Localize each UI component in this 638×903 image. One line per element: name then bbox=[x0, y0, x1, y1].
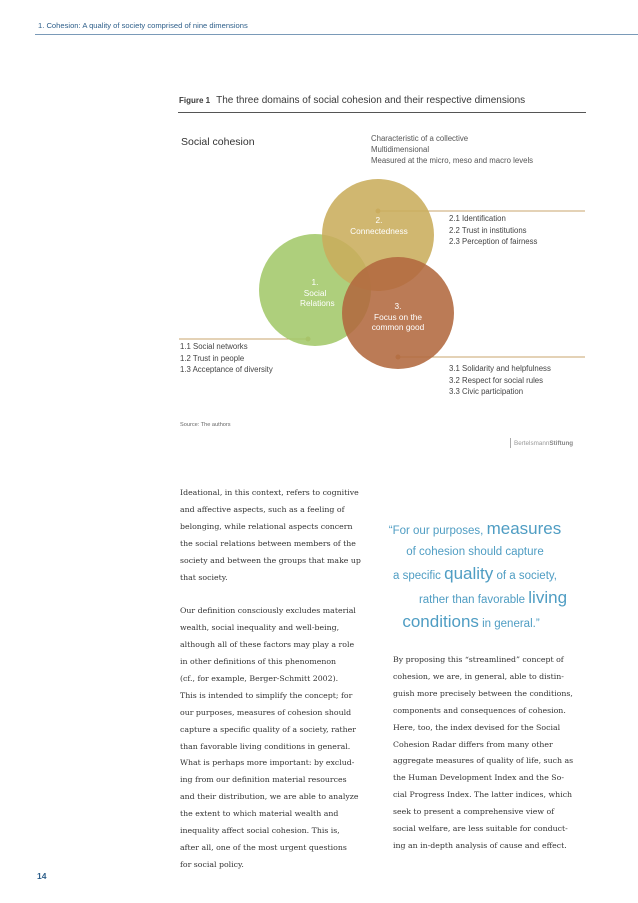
text-line: By proposing this “streamlined” concept of bbox=[393, 655, 564, 664]
characteristic-item: Characteristic of a collective bbox=[371, 134, 469, 143]
text-line: although all of these factors may play a role bbox=[180, 640, 355, 650]
quote-emphasis: measures bbox=[486, 519, 562, 538]
quote-text: of cohesion should capture bbox=[406, 546, 544, 558]
label-line: 1. bbox=[311, 277, 319, 287]
text-line: Here, too, the index devised for the Social bbox=[393, 722, 561, 732]
text-line: cohesion, we are, in general, able to distin- bbox=[393, 671, 564, 681]
label-social-relations bbox=[300, 277, 335, 309]
dimension-item: 2.2 Trust in institutions bbox=[449, 225, 527, 235]
social-cohesion-heading: Social cohesion bbox=[181, 136, 255, 148]
quote-text: in general.” bbox=[482, 618, 540, 630]
text-line: than favorable living conditions in general. bbox=[180, 741, 351, 751]
quote-emphasis: conditions bbox=[402, 612, 479, 631]
quote-emphasis: quality bbox=[444, 564, 494, 583]
figure-caption: The three domains of social cohesion and their respective dimensions bbox=[216, 95, 526, 106]
dimensions-connectedness bbox=[449, 213, 537, 248]
text-line: capture a specific quality of a society, rather bbox=[180, 724, 356, 734]
text-line: in other definitions of this phenomenon bbox=[180, 657, 337, 667]
text-line: Cohesion Radar differs from many other bbox=[393, 739, 553, 749]
label-line: 2. bbox=[375, 215, 383, 225]
figure-label: Figure 1 bbox=[179, 96, 211, 105]
running-header: 1. Cohesion: A quality of society comprised of nine dimensions bbox=[38, 21, 248, 30]
text-line: wealth, social inequality and well-being, bbox=[180, 623, 340, 633]
label-line: 3. bbox=[394, 301, 402, 311]
label-line: Relations bbox=[300, 298, 335, 308]
characteristic-item: Multidimensional bbox=[371, 145, 430, 154]
text-line: society and between the groups that make up bbox=[180, 555, 361, 565]
quote-text: a specific bbox=[393, 570, 441, 582]
text-line: Our definition consciously excludes material bbox=[180, 606, 356, 616]
text-line: and their distribution, we are able to analyze bbox=[180, 792, 359, 802]
text-line: aggregate measures of quality of life, such as bbox=[393, 756, 574, 766]
brand-divider bbox=[510, 438, 511, 448]
text-line: belonging, while relational aspects concern bbox=[180, 521, 353, 531]
quote-line bbox=[355, 587, 595, 611]
label-line: Focus on the bbox=[374, 311, 422, 322]
text-line: and affective aspects, such as a feeling of bbox=[180, 504, 345, 514]
brand-bold: Stiftung bbox=[549, 440, 574, 447]
text-line bbox=[180, 586, 361, 603]
quote-text: “For our purposes, bbox=[388, 525, 484, 537]
label-connectedness bbox=[343, 215, 415, 236]
text-line: the social relations between members of the bbox=[180, 538, 356, 548]
quote-line bbox=[355, 563, 595, 587]
quote-text: rather than favorable bbox=[418, 594, 526, 606]
dimensions-social-relations bbox=[180, 341, 273, 376]
dimension-item: 3.1 Solidarity and helpfulness bbox=[449, 364, 551, 373]
text-line: Ideational, in this context, refers to cognitive bbox=[180, 488, 359, 497]
text-line: inequality affect social cohesion. This is, bbox=[180, 826, 340, 836]
dimension-item: 3.3 Civic participation bbox=[449, 387, 524, 397]
text-line: social welfare, are less suitable for conduct- bbox=[393, 824, 568, 834]
text-line: guish more precisely between the conditions, bbox=[393, 688, 573, 698]
body-right-column bbox=[393, 652, 573, 855]
text-line: after all, one of the most urgent questions bbox=[180, 843, 347, 853]
text-line: What is perhaps more important: by exclud- bbox=[180, 758, 355, 768]
quote-line bbox=[355, 611, 595, 635]
quote-text: of a society, bbox=[496, 570, 557, 582]
label-line: common good bbox=[371, 322, 425, 332]
label-line: Connectedness bbox=[350, 225, 408, 236]
body-left-column bbox=[180, 485, 361, 874]
dimension-item: 1.1 Social networks bbox=[180, 342, 248, 351]
page-number: 14 bbox=[37, 871, 47, 881]
text-line: the Human Development Index and the So- bbox=[393, 773, 564, 783]
text-line: for social policy. bbox=[180, 859, 244, 869]
text-line: (cf., for example, Berger-Schmitt 2002). bbox=[180, 673, 339, 683]
text-line: This is intended to simplify the concept; for bbox=[180, 690, 353, 700]
label-common-good bbox=[360, 301, 436, 333]
quote-emphasis: living bbox=[528, 588, 568, 607]
brand-light: Bertelsmann bbox=[514, 440, 550, 447]
dimension-item: 2.3 Perception of fairness bbox=[449, 237, 538, 247]
text-line: cial Progress Index. The latter indices, which bbox=[393, 790, 573, 800]
text-line: seek to present a comprehensive view of bbox=[393, 807, 555, 817]
dimension-item: 1.3 Acceptance of diversity bbox=[180, 365, 273, 375]
text-line: the extent to which material wealth and bbox=[180, 809, 339, 819]
dimension-item: 2.1 Identification bbox=[449, 214, 506, 223]
brand-logo bbox=[514, 440, 573, 447]
quote-line bbox=[355, 518, 595, 542]
pull-quote bbox=[355, 518, 595, 635]
text-line: components and consequences of cohesion. bbox=[393, 705, 566, 715]
text-line: ing an in-depth analysis of cause and effect. bbox=[393, 840, 567, 850]
quote-line bbox=[355, 542, 595, 563]
text-line: that society. bbox=[180, 572, 228, 582]
characteristic-item: Measured at the micro, meso and macro levels bbox=[371, 156, 534, 165]
dimension-item: 3.2 Respect for social rules bbox=[449, 375, 544, 385]
figure-source: Source: The authors bbox=[180, 422, 231, 428]
text-line: ing from our definition material resources bbox=[180, 775, 347, 785]
dimensions-common-good bbox=[449, 363, 551, 398]
label-line: Social bbox=[303, 287, 327, 298]
text-line: our purposes, measures of cohesion should bbox=[180, 707, 352, 717]
dimension-item: 1.2 Trust in people bbox=[180, 353, 245, 363]
